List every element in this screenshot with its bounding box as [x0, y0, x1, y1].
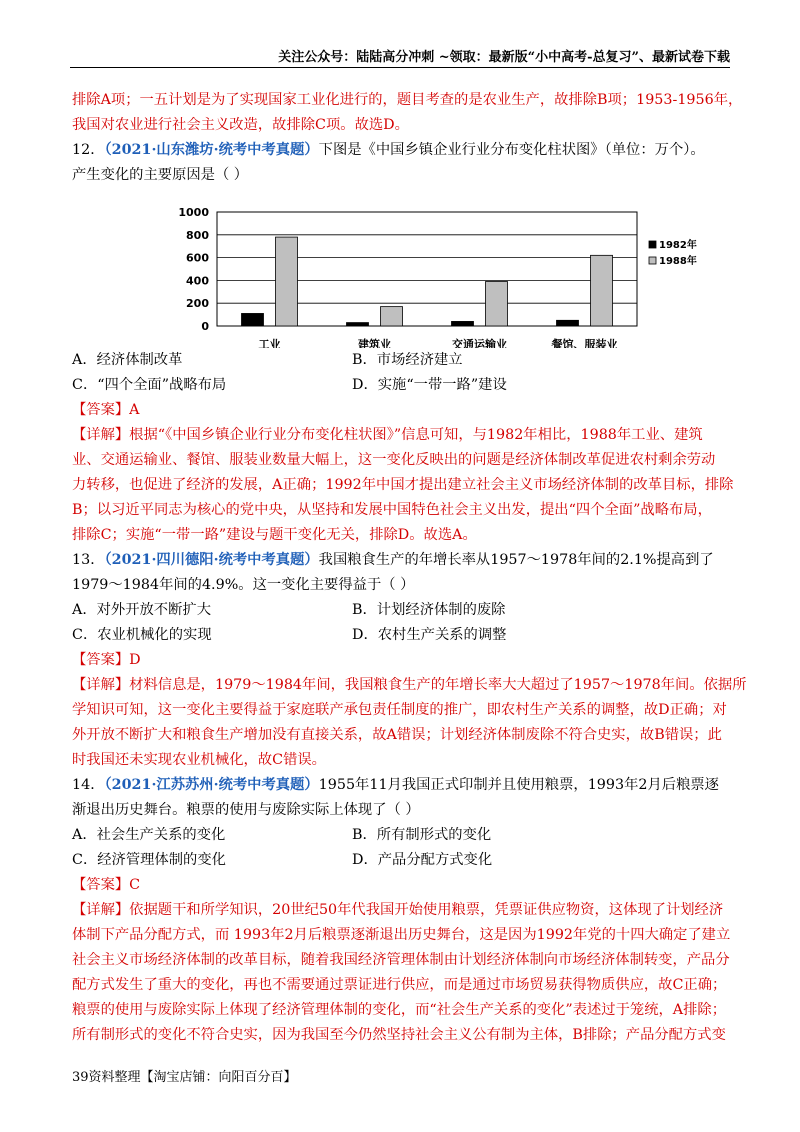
- bar: [557, 320, 579, 326]
- q13-option-d[interactable]: D．农村生产关系的调整: [352, 627, 507, 643]
- q14-option-d[interactable]: D．产品分配方式变化: [352, 852, 493, 868]
- q12-option-a[interactable]: A．经济体制改革: [72, 352, 183, 368]
- bar: [452, 321, 474, 326]
- q12-detail-line: 排除C；实施“一带一路”建设与题干变化无关，排除D。故选A。: [72, 527, 477, 543]
- q14-option-a[interactable]: A．社会生产关系的变化: [72, 827, 226, 843]
- x-tick-label: 建筑业: [358, 338, 391, 348]
- q14-stem-text: 1955年11月我国正式印制并且使用粮票，1993年2月后粮票逐: [318, 777, 719, 793]
- q12-stem-text: 下图是《中国乡镇企业行业分布变化柱状图》（单位：万个）。: [318, 142, 705, 158]
- page-number: 39: [72, 1070, 89, 1085]
- legend-swatch: [649, 241, 656, 248]
- bar-chart: [72, 188, 732, 348]
- y-tick-label: 400: [186, 274, 209, 288]
- q14-options-row2: [72, 848, 732, 873]
- y-tick-label: 0: [201, 320, 209, 333]
- x-tick-label: 交通运输业: [452, 338, 507, 348]
- q14-detail-line: 【详解】依据题干和所学知识，20世纪50年代我国开始使用粮票，凭票证供应物资，这体现了计划经济: [72, 902, 724, 918]
- q14-detail-line: 社会主义市场经济体制的改革目标，随着我国经济管理体制由计划经济体制向市场经济体制转变，产品分: [72, 952, 730, 968]
- prev-detail-line: 我国对农业进行社会主义改造，故排除C项。故选D。: [72, 117, 409, 133]
- legend-label: 1988年: [659, 256, 697, 267]
- q14-detail-line: 粮票的使用与废除实际上体现了经济管理体制的变化，而“社会生产关系的变化”表述过于笼统，A排除；: [72, 1002, 727, 1018]
- q12-option-b[interactable]: B．市场经济建立: [352, 352, 463, 368]
- q13-detail-line: 时我国还未实现农业机械化，故C错误。: [72, 752, 326, 768]
- q13-stem: [72, 548, 732, 573]
- q14-detail-line: 所有制形式的变化不符合史实，因为我国至今仍然坚持社会主义公有制为主体，B排除；产品分配方式变: [72, 1027, 726, 1043]
- y-tick-label: 1000: [178, 206, 209, 219]
- q12-detail-line: 业、交通运输业、餐馆、服装业数量大幅上，这一变化反映出的问题是经济体制改革促进农村剩余劳动: [72, 452, 716, 468]
- bar: [242, 313, 264, 326]
- x-tick-label: 餐馆、服装业: [551, 338, 618, 348]
- q14-answer: 【答案】C: [72, 877, 141, 893]
- bar: [486, 282, 508, 326]
- q14-option-b[interactable]: B．所有制形式的变化: [352, 827, 492, 843]
- q13-stem-text: 我国粮食生产的年增长率从1957～1978年间的2.1%提高到了: [318, 552, 714, 568]
- page-header: 关注公众号：陆陆高分冲刺 ~领取：最新版“小中高考-总复习”、最新试卷下载: [70, 46, 730, 68]
- q13-detail-line: 学知识可知，这一变化主要得益于家庭联产承包责任制度的推广，即农村生产关系的调整，故D正确；对: [72, 702, 727, 718]
- q13-detail-line: 【详解】材料信息是，1979～1984年间，我国粮食生产的年增长率大大超过了1957～1978年间。依据所: [72, 677, 747, 693]
- q12-option-c[interactable]: C．“四个全面”战略布局: [72, 377, 227, 393]
- q14-detail-line: 配方式发生了重大的变化，再也不需要通过票证进行供应，而是通过市场贸易获得物质供应，故C正确；: [72, 977, 727, 993]
- page-footer: [72, 1066, 297, 1085]
- q13-option-a[interactable]: A．对外开放不断扩大: [72, 602, 211, 618]
- q12-number: 12．: [72, 142, 105, 158]
- q14-number: 14．: [72, 777, 105, 793]
- legend-swatch: [649, 257, 656, 264]
- q14-source: （2021·江苏苏州·统考中考真题）: [104, 777, 319, 793]
- q13-option-c[interactable]: C．农业机械化的实现: [72, 627, 212, 643]
- q12-answer: 【答案】A: [72, 402, 140, 418]
- q14-option-c[interactable]: C．经济管理体制的变化: [72, 852, 226, 868]
- q12-detail-line: 力转移，也促进了经济的发展，A正确；1992年中国才提出建立社会主义市场经济体制的改革目标，排除: [72, 477, 734, 493]
- bar: [347, 323, 369, 326]
- legend-label: 1982年: [659, 240, 697, 251]
- bar: [381, 307, 403, 326]
- q14-stem: [72, 773, 732, 798]
- y-tick-label: 800: [186, 228, 209, 242]
- q13-detail-line: 外开放不断扩大和粮食生产增加没有直接关系，故A错误；计划经济体制废除不符合史实，故B错误；此: [72, 727, 722, 743]
- q13-number: 13．: [72, 552, 105, 568]
- y-tick-label: 600: [186, 251, 209, 265]
- q12-stem: [72, 138, 732, 163]
- q12-detail-line: 【详解】根据“《中国乡镇企业行业分布变化柱状图》”信息可知，与1982年相比，1988年工业、建筑: [72, 427, 703, 443]
- q14-options-row1: [72, 823, 732, 848]
- q12-option-d[interactable]: D．实施“一带一路”建设: [352, 377, 507, 393]
- x-tick-label: 工业: [258, 338, 281, 348]
- q12-options-row1: [72, 348, 732, 373]
- bar: [591, 255, 613, 326]
- q12-stem-line2: 产生变化的主要原因是（ ）: [72, 167, 249, 183]
- q13-source: （2021·四川德阳·统考中考真题）: [104, 552, 319, 568]
- q13-stem-line2: 1979～1984年间的4.9%。这一变化主要得益于（ ）: [72, 577, 415, 593]
- prev-detail-line: 排除A项；一五计划是为了实现国家工业化进行的，题目考查的是农业生产，故排除B项；1953-1956年，: [72, 92, 743, 108]
- q13-options-row2: [72, 623, 732, 648]
- bar: [276, 237, 298, 326]
- q12-detail-line: B；以习近平同志为核心的党中央，从坚持和发展中国特色社会主义出发，提出“四个全面”战略布局，: [72, 502, 712, 518]
- main-content: [72, 88, 747, 1048]
- chart-container: [72, 188, 732, 348]
- q13-option-b[interactable]: B．计划经济体制的废除: [352, 602, 506, 618]
- q13-answer: 【答案】D: [72, 652, 141, 668]
- q12-source: （2021·山东潍坊·统考中考真题）: [104, 142, 319, 158]
- q14-detail-line: 体制下产品分配方式，而 1993年2月后粮票逐渐退出历史舞台，这是因为1992年党的十四大确定了建立: [72, 927, 731, 943]
- q13-options-row1: [72, 598, 732, 623]
- footer-text: 资料整理【淘宝店铺：向阳百分百】: [88, 1070, 297, 1085]
- y-tick-label: 200: [186, 297, 209, 311]
- q14-stem-line2: 渐退出历史舞台。粮票的使用与废除实际上体现了（ ）: [72, 802, 420, 818]
- q12-options-row2: [72, 373, 732, 398]
